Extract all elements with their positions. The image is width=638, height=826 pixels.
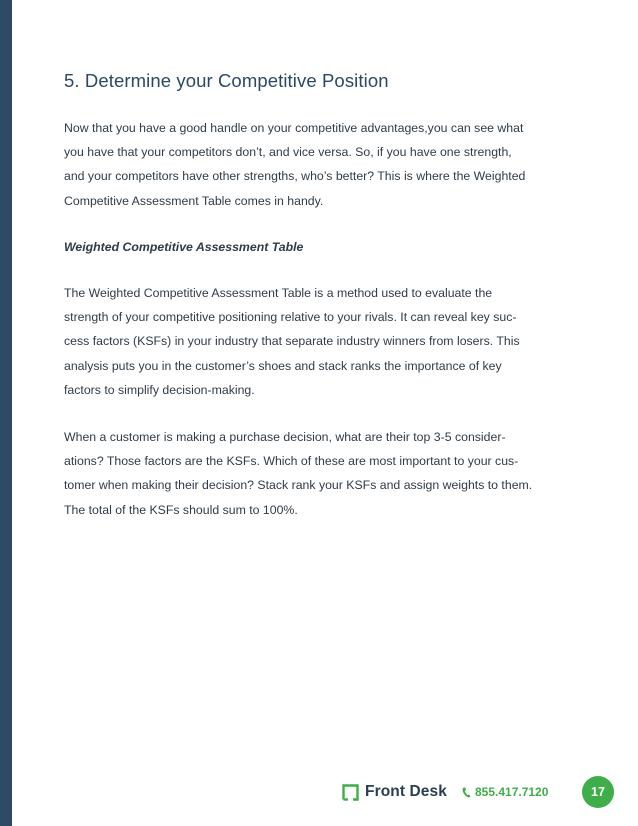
ksf-line-4: The total of the KSFs should sum to 100%. xyxy=(64,502,298,517)
ksf-line-3: tomer when making their decision? Stack rank your KSFs and assign weights to them. xyxy=(64,478,533,493)
spacer xyxy=(64,213,576,235)
method-line-2: strength of your competitive positioning relative to your rivals. It can reveal key suc- xyxy=(64,310,517,325)
ksf-line-1: When a customer is making a purchase decision, what are their top 3-5 consider- xyxy=(64,430,506,445)
spacer xyxy=(64,402,576,425)
brand-name: Front Desk xyxy=(365,783,447,800)
front-desk-logo-icon xyxy=(342,784,358,800)
method-line-5: factors to simplify decision-making. xyxy=(64,382,255,397)
intro-line-1: Now that you have a good handle on your competitive advantages,you can see what xyxy=(64,121,524,135)
table-subheading: Weighted Competitive Assessment Table xyxy=(64,239,304,254)
page-footer xyxy=(0,770,638,814)
intro-line-3: and your competitors have other strengths, who’s better? This is where the Weighted xyxy=(64,169,526,184)
method-line-1: The Weighted Competitive Assessment Table is a method used to evaluate the xyxy=(64,286,493,301)
method-paragraph xyxy=(64,281,576,402)
method-line-3: cess factors (KSFs) in your industry that separate industry winners from losers. This xyxy=(64,334,520,349)
page-number-badge: 17 xyxy=(582,776,614,808)
method-line-4: analysis puts you in the customer’s shoes and stack ranks the importance of key xyxy=(64,358,502,373)
phone-contact[interactable] xyxy=(462,785,548,799)
page-content xyxy=(64,70,576,522)
ksf-paragraph xyxy=(64,425,576,522)
section-title: 5. Determine your Competitive Position xyxy=(64,70,389,91)
intro-line-4: Competitive Assessment Table comes in handy. xyxy=(64,193,324,208)
intro-line-2: you have that your competitors don’t, and vice versa. So, if you have one strength, xyxy=(64,145,512,160)
intro-paragraph xyxy=(64,116,576,213)
ksf-line-2: ations? Those factors are the KSFs. Which of these are most important to your cus- xyxy=(64,454,519,469)
spacer xyxy=(64,259,576,281)
left-accent-bar xyxy=(0,0,12,826)
phone-number: 855.417.7120 xyxy=(475,785,549,799)
phone-icon xyxy=(462,787,471,798)
brand[interactable] xyxy=(342,782,447,802)
